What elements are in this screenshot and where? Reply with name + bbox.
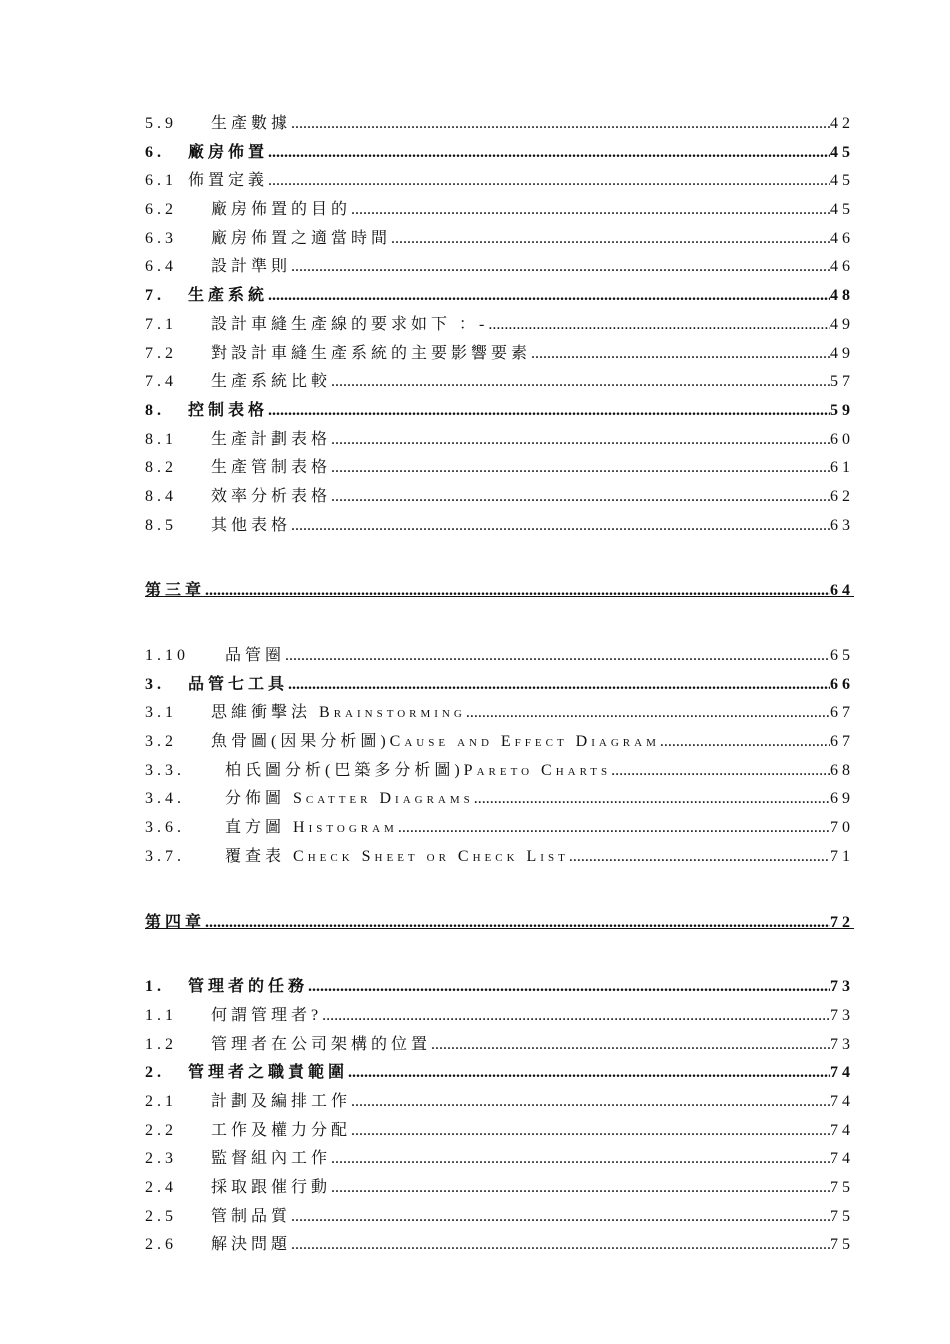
toc-entry[interactable] bbox=[145, 728, 854, 757]
toc-entry-title: 品管七工具 bbox=[188, 675, 289, 693]
toc-entry-page: 48 bbox=[830, 287, 854, 305]
toc-entry-title: 第四章 bbox=[145, 913, 206, 931]
toc-entry-number: 3.3. bbox=[145, 761, 185, 779]
toc-entry[interactable] bbox=[145, 1031, 854, 1060]
toc-entry[interactable] bbox=[145, 642, 854, 671]
toc-entry[interactable] bbox=[145, 225, 854, 254]
toc-entry-page: 45 bbox=[830, 201, 854, 219]
toc-entry-page: 66 bbox=[830, 675, 854, 693]
toc-entry[interactable] bbox=[145, 1059, 854, 1088]
toc-entry-page: 60 bbox=[830, 430, 854, 448]
toc-entry-page: 74 bbox=[830, 1064, 854, 1082]
toc-entry[interactable] bbox=[145, 483, 854, 512]
toc-entry-number: 2. bbox=[145, 1064, 165, 1082]
toc-entry-page: 74 bbox=[830, 1121, 854, 1139]
toc-entry-page: 70 bbox=[830, 819, 854, 837]
leader-dots bbox=[322, 1002, 830, 1031]
toc-entry-title: 直方圖 Histogram bbox=[225, 819, 398, 837]
toc-entry-title: 生產管制表格 bbox=[211, 459, 332, 477]
toc-entry-number: 6. bbox=[145, 143, 165, 161]
toc-entry-title: 廠房佈置的目的 bbox=[211, 201, 352, 219]
spacer bbox=[145, 540, 850, 577]
toc-entry-title: 生產系統 bbox=[188, 287, 269, 305]
toc-entry-page: 71 bbox=[830, 847, 854, 865]
toc-entry-page: 73 bbox=[830, 1035, 854, 1053]
toc-entry-page: 45 bbox=[830, 143, 854, 161]
toc-entry[interactable] bbox=[145, 814, 854, 843]
toc-entry-number: 3.2 bbox=[145, 733, 177, 751]
toc-entry-title: 分佈圖 Scatter Diagrams bbox=[225, 790, 474, 808]
leader-dots bbox=[351, 196, 830, 225]
toc-entry[interactable] bbox=[145, 1174, 854, 1203]
leader-dots bbox=[488, 311, 830, 340]
toc-entry-title: 效率分析表格 bbox=[211, 487, 332, 505]
toc-entry[interactable] bbox=[145, 1088, 854, 1117]
toc-entry-number: 3.1 bbox=[145, 704, 177, 722]
toc-entry[interactable] bbox=[145, 757, 854, 786]
toc-entry-page: 74 bbox=[830, 1092, 854, 1110]
toc-entry[interactable] bbox=[145, 397, 854, 426]
toc-entry-title: 品管圈 bbox=[225, 647, 286, 664]
toc-entry-number: 6.1 bbox=[145, 172, 177, 190]
toc-entry-number: 3.7. bbox=[145, 847, 185, 865]
leader-dots bbox=[291, 512, 830, 541]
toc-entry[interactable] bbox=[145, 785, 854, 814]
toc-chapter-3[interactable] bbox=[145, 577, 854, 606]
leader-dots bbox=[331, 483, 830, 512]
leader-dots bbox=[398, 814, 830, 843]
toc-entry-number: 8.2 bbox=[145, 459, 177, 477]
leader-dots bbox=[291, 253, 830, 282]
leader-dots bbox=[268, 167, 830, 196]
toc-entry-page: 49 bbox=[830, 315, 854, 333]
toc-entry-title: 柏氏圖分析(巴築多分析圖)Pareto Charts bbox=[225, 761, 612, 779]
toc-entry-number: 2.2 bbox=[145, 1121, 177, 1139]
toc-entry-title: 管制品質 bbox=[211, 1207, 292, 1225]
toc-entry-number: 3. bbox=[145, 675, 165, 693]
leader-dots bbox=[291, 110, 830, 139]
toc-entry-number: 7.2 bbox=[145, 344, 177, 362]
toc-entry-number: 1.1 bbox=[145, 1006, 177, 1024]
toc-entry-page: 59 bbox=[830, 401, 854, 419]
toc-entry[interactable] bbox=[145, 512, 854, 541]
toc-entry-number: 2.4 bbox=[145, 1179, 177, 1196]
leader-dots bbox=[660, 728, 830, 757]
leader-dots bbox=[466, 699, 830, 728]
toc-entry-title: 魚骨圖(因果分析圖)Cause and Effect Diagram bbox=[211, 733, 660, 751]
toc-entry-title: 生產系統比較 bbox=[211, 373, 332, 391]
toc-entry-number: 7. bbox=[145, 287, 165, 305]
toc-entry-number: 2.5 bbox=[145, 1207, 177, 1225]
toc-entry-title: 工作及權力分配 bbox=[211, 1121, 352, 1139]
toc-entry-page: 49 bbox=[830, 344, 854, 362]
toc-entry-number: 2.1 bbox=[145, 1092, 177, 1110]
toc-chapter-4[interactable] bbox=[145, 909, 854, 938]
toc-entry-number: 1. bbox=[145, 978, 165, 996]
toc-entry-number: 1.10 bbox=[145, 647, 189, 664]
toc-entry[interactable] bbox=[145, 368, 854, 397]
toc-entry-title: 設計準則 bbox=[211, 258, 292, 276]
toc-entry-number: 8.5 bbox=[145, 516, 177, 534]
toc-entry-page: 67 bbox=[830, 733, 854, 751]
leader-dots bbox=[569, 843, 830, 872]
toc-entry-number: 6.4 bbox=[145, 258, 177, 276]
leader-dots bbox=[308, 973, 830, 1002]
toc-entry-title: 控制表格 bbox=[188, 401, 269, 419]
toc-entry-number: 1.2 bbox=[145, 1035, 177, 1053]
leader-dots bbox=[331, 426, 830, 455]
toc-entry[interactable] bbox=[145, 196, 854, 225]
toc-entry[interactable] bbox=[145, 110, 854, 139]
leader-dots bbox=[331, 454, 830, 483]
toc-entry-number: 3.6. bbox=[145, 819, 185, 837]
toc-entry-page: 75 bbox=[830, 1179, 854, 1196]
leader-dots bbox=[288, 671, 830, 700]
toc-entry-page: 67 bbox=[830, 704, 854, 722]
toc-entry-page: 42 bbox=[830, 115, 854, 132]
toc-group-chapter2 bbox=[145, 110, 854, 540]
toc-entry-page: 75 bbox=[830, 1207, 854, 1225]
toc-entry-number: 7.4 bbox=[145, 373, 177, 391]
toc-entry-title: 採取跟催行動 bbox=[211, 1179, 332, 1196]
toc-entry-title: 佈置定義 bbox=[188, 172, 269, 190]
toc-entry-title: 解決問題 bbox=[211, 1236, 292, 1254]
toc-entry-page: 45 bbox=[830, 172, 854, 190]
toc-entry[interactable] bbox=[145, 671, 854, 700]
toc-entry-number: 2.3 bbox=[145, 1150, 177, 1168]
toc-entry-page: 64 bbox=[830, 582, 854, 600]
toc-entry-title: 何謂管理者? bbox=[211, 1006, 323, 1024]
toc-entry-number: 6.3 bbox=[145, 229, 177, 247]
leader-dots bbox=[531, 340, 830, 369]
toc-entry[interactable] bbox=[145, 253, 854, 282]
toc-entry[interactable] bbox=[145, 282, 854, 311]
toc-entry[interactable] bbox=[145, 1002, 854, 1031]
toc-entry-title: 管理者之職責範圍 bbox=[188, 1064, 349, 1082]
toc-entry-page: 61 bbox=[830, 459, 854, 477]
toc-entry-number: 7.1 bbox=[145, 315, 177, 333]
spacer bbox=[145, 937, 850, 973]
toc-entry-number: 8.1 bbox=[145, 430, 177, 448]
leader-dots bbox=[351, 1088, 830, 1117]
toc-entry-title: 其他表格 bbox=[211, 516, 292, 534]
toc-entry-page: 73 bbox=[830, 1006, 854, 1024]
leader-dots bbox=[268, 282, 830, 311]
toc-entry-number: 8.4 bbox=[145, 487, 177, 505]
toc-entry-title: 思維衝擊法 Brainstorming bbox=[211, 704, 466, 722]
toc-entry-page: 73 bbox=[830, 978, 854, 996]
leader-dots bbox=[205, 909, 830, 938]
leader-dots bbox=[474, 785, 830, 814]
leader-dots bbox=[291, 1203, 830, 1232]
toc-entry-title: 計劃及編排工作 bbox=[211, 1092, 352, 1110]
table-of-contents bbox=[145, 110, 854, 1260]
toc-entry-page: 75 bbox=[830, 1236, 854, 1254]
toc-entry[interactable] bbox=[145, 1231, 854, 1260]
toc-entry-page: 63 bbox=[830, 516, 854, 534]
leader-dots bbox=[331, 1174, 830, 1203]
leader-dots bbox=[331, 368, 830, 397]
toc-entry-title: 管理者在公司架構的位置 bbox=[211, 1035, 432, 1053]
toc-entry-page: 68 bbox=[830, 761, 854, 779]
toc-entry[interactable] bbox=[145, 426, 854, 455]
toc-entry-title: 覆查表 Check Sheet or Check List bbox=[225, 847, 569, 865]
toc-entry-title: 廠房佈置 bbox=[188, 143, 269, 161]
toc-entry-number: 5.9 bbox=[145, 115, 177, 132]
toc-entry[interactable] bbox=[145, 973, 854, 1002]
toc-entry-page: 72 bbox=[830, 913, 854, 931]
toc-entry[interactable] bbox=[145, 1145, 854, 1174]
toc-entry-page: 65 bbox=[830, 647, 854, 664]
leader-dots bbox=[331, 1145, 830, 1174]
toc-entry-page: 62 bbox=[830, 487, 854, 505]
toc-group-chapter4 bbox=[145, 973, 854, 1260]
leader-dots bbox=[285, 642, 830, 671]
leader-dots bbox=[291, 1231, 830, 1260]
toc-entry[interactable] bbox=[145, 1203, 854, 1232]
toc-entry-title: 生產數據 bbox=[211, 115, 292, 132]
toc-entry-page: 46 bbox=[830, 258, 854, 276]
toc-entry[interactable] bbox=[145, 699, 854, 728]
toc-entry-title: 對設計車縫生產系統的主要影響要素 bbox=[211, 344, 532, 362]
toc-entry[interactable] bbox=[145, 139, 854, 168]
toc-entry[interactable] bbox=[145, 1117, 854, 1146]
toc-entry-page: 74 bbox=[830, 1150, 854, 1168]
toc-entry[interactable] bbox=[145, 167, 854, 196]
leader-dots bbox=[611, 757, 830, 786]
leader-dots bbox=[431, 1031, 830, 1060]
toc-entry-page: 69 bbox=[830, 790, 854, 808]
toc-entry-number: 2.6 bbox=[145, 1236, 177, 1254]
toc-entry-title: 廠房佈置之適當時間 bbox=[211, 229, 392, 247]
toc-entry-title: 生產計劃表格 bbox=[211, 430, 332, 448]
toc-entry-number: 8. bbox=[145, 401, 165, 419]
toc-entry-page: 46 bbox=[830, 229, 854, 247]
toc-entry-page: 57 bbox=[830, 373, 854, 391]
toc-entry-title: 第三章 bbox=[145, 582, 206, 600]
toc-entry-title: 設計車縫生產線的要求如下 ：- bbox=[211, 315, 489, 333]
toc-group-chapter3 bbox=[145, 642, 854, 872]
toc-entry[interactable] bbox=[145, 843, 854, 872]
leader-dots bbox=[348, 1059, 830, 1088]
toc-entry-title: 監督組內工作 bbox=[211, 1150, 332, 1168]
leader-dots bbox=[268, 139, 830, 168]
leader-dots bbox=[351, 1117, 830, 1146]
leader-dots bbox=[268, 397, 830, 426]
spacer bbox=[145, 606, 850, 642]
spacer bbox=[145, 872, 850, 909]
toc-entry-number: 3.4. bbox=[145, 790, 185, 808]
leader-dots bbox=[205, 577, 830, 606]
toc-entry-number: 6.2 bbox=[145, 201, 177, 219]
leader-dots bbox=[391, 225, 830, 254]
toc-entry[interactable] bbox=[145, 340, 854, 369]
toc-entry-title: 管理者的任務 bbox=[188, 978, 309, 996]
toc-entry[interactable] bbox=[145, 311, 854, 340]
toc-entry[interactable] bbox=[145, 454, 854, 483]
